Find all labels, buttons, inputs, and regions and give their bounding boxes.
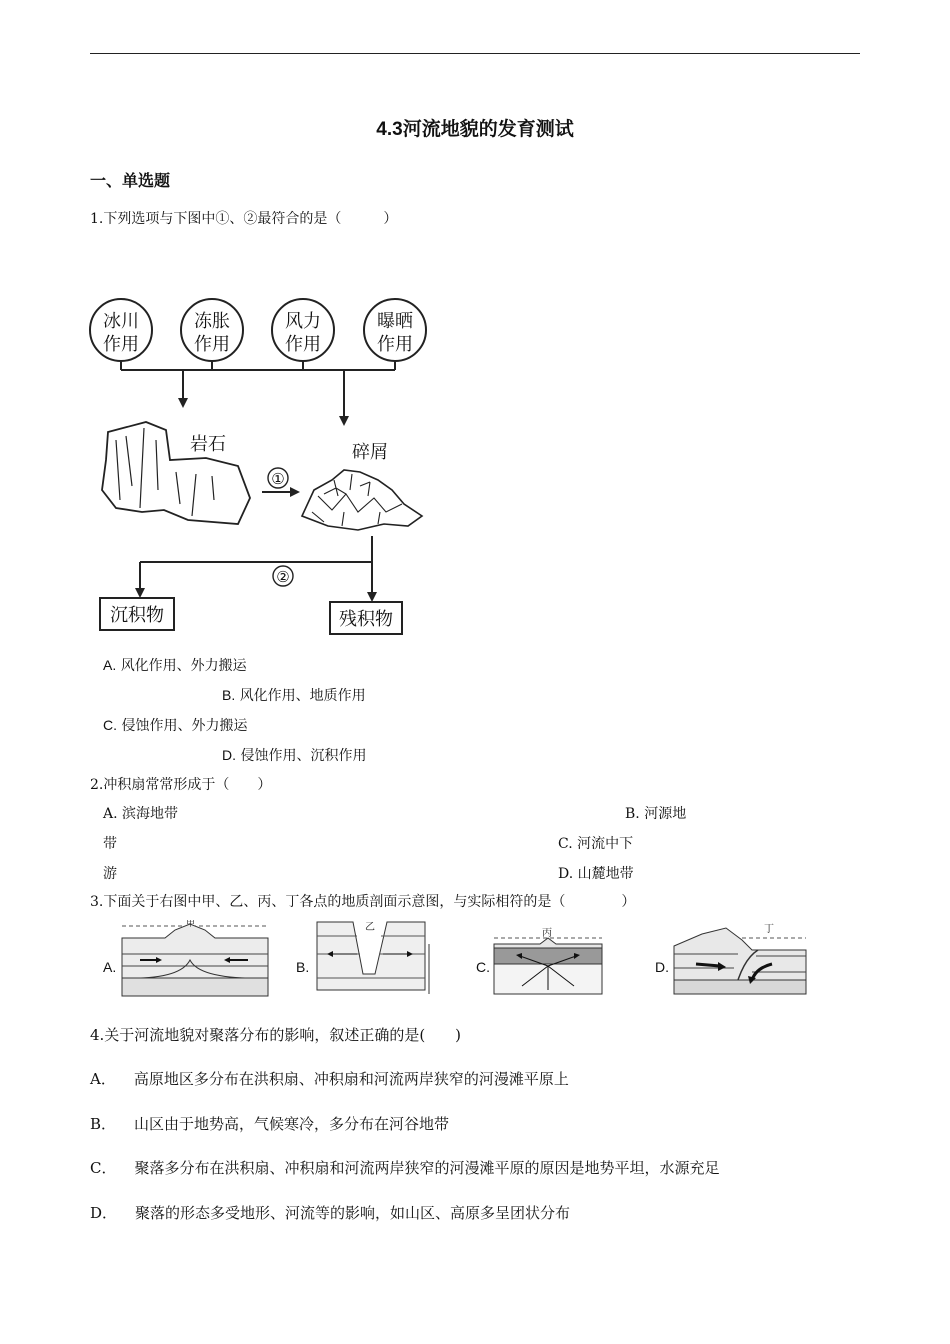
residue-box-label: 残积物 xyxy=(339,609,393,630)
q3-profile-b xyxy=(313,914,433,996)
circle-label-frost-1: 冻胀 xyxy=(194,311,230,332)
q4-option-b[interactable]: B． 山区由于地势高，气候寒冷，多分布在河谷地带 xyxy=(90,1115,450,1133)
q3-option-b[interactable]: B. xyxy=(296,959,310,975)
weathering-diagram xyxy=(88,290,448,640)
q3-mark-bing: 丙 xyxy=(542,928,552,939)
question-3-stem: 3.下面关于右图中甲、乙、丙、丁各点的地质剖面示意图，与实际相符的是（ ） xyxy=(90,894,636,910)
circle-label-frost-2: 作用 xyxy=(194,334,230,355)
rock-label: 岩石 xyxy=(190,434,226,455)
q2-option-b[interactable]: B. 河源地 xyxy=(625,806,687,822)
q1-option-d[interactable]: D. 侵蚀作用、沉积作用 xyxy=(222,747,367,764)
debris-label: 碎屑 xyxy=(352,442,388,463)
circle-label-glacier-2: 作用 xyxy=(103,334,139,355)
q3-option-d[interactable]: D. xyxy=(655,959,669,975)
q2-option-a[interactable]: A. 滨海地带 xyxy=(103,806,179,822)
page-title: 4.3河流地貌的发育测试 xyxy=(376,119,574,140)
q3-mark-yi: 乙 xyxy=(365,922,375,933)
arrow-1-label: ① xyxy=(271,470,285,488)
q3-mark-ding: 丁 xyxy=(764,924,774,935)
q3-option-c[interactable]: C. xyxy=(476,959,490,975)
circle-label-sun-2: 作用 xyxy=(377,334,413,355)
question-1-stem: 1.下列选项与下图中①、②最符合的是（ ） xyxy=(90,211,398,227)
header-rule xyxy=(90,53,860,54)
question-2-stem: 2.冲积扇常常形成于（ ） xyxy=(90,777,272,793)
circle-label-wind-1: 风力 xyxy=(285,311,321,332)
q1-option-a[interactable]: A. 风化作用、外力搬运 xyxy=(103,657,247,674)
q2-option-b-wrap: 带 xyxy=(103,836,117,852)
circle-label-glacier-1: 冰川 xyxy=(103,311,139,332)
q3-profile-c xyxy=(492,922,604,998)
q2-option-c[interactable]: C. 河流中下 xyxy=(558,836,634,852)
section-heading: 一、单选题 xyxy=(90,173,171,190)
sediment-box-label: 沉积物 xyxy=(110,605,164,626)
q1-option-c[interactable]: C. 侵蚀作用、外力搬运 xyxy=(103,717,248,734)
circle-label-sun-1: 曝晒 xyxy=(377,311,413,332)
q1-option-b[interactable]: B. 风化作用、地质作用 xyxy=(222,687,366,704)
q3-profile-d xyxy=(672,920,808,1000)
q4-option-c[interactable]: C． 聚落多分布在洪积扇、冲积扇和河流两岸狭窄的河漫滩平原的原因是地势平坦，水源充足 xyxy=(90,1159,720,1177)
q2-option-c-wrap: 游 xyxy=(103,866,117,882)
question-4-stem: 4.关于河流地貌对聚落分布的影响，叙述正确的是( ) xyxy=(90,1026,462,1044)
q3-mark-jia: 甲 xyxy=(186,920,196,929)
arrow-2-label: ② xyxy=(276,568,290,586)
circle-label-wind-2: 作用 xyxy=(285,334,321,355)
q4-option-d[interactable]: D． 聚落的形态多受地形、河流等的影响，如山区、高原多呈团状分布 xyxy=(90,1204,571,1222)
q3-option-a[interactable]: A. xyxy=(103,959,117,975)
q4-option-a[interactable]: A． 高原地区多分布在洪积扇、冲积扇和河流两岸狭窄的河漫滩平原上 xyxy=(90,1070,569,1088)
q3-profile-a xyxy=(120,920,270,998)
q2-option-d[interactable]: D. 山麓地带 xyxy=(558,866,634,882)
